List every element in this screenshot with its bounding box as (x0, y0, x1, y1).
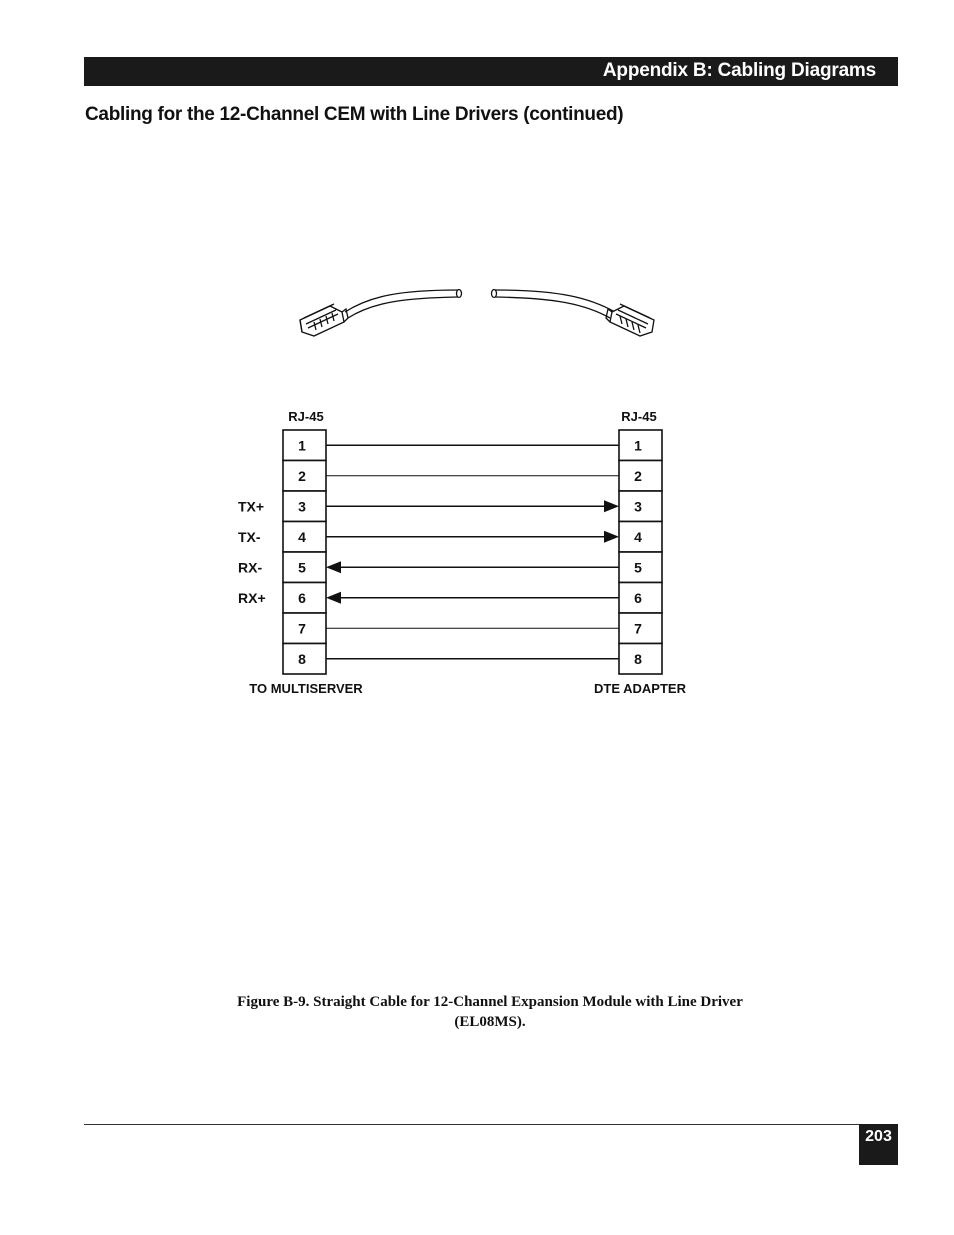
section-heading: Cabling for the 12-Channel CEM with Line Drivers (continued) (85, 104, 624, 125)
header-title: Appendix B: Cabling Diagrams (602, 60, 876, 81)
right-plug-icon (606, 304, 654, 336)
right-pin-column (619, 430, 662, 674)
caption-line-1: Figure B-9. Straight Cable for 12-Channel Expansion Module with Line Driver (237, 994, 743, 1010)
left-pin-number: 3 (298, 498, 306, 515)
left-plug-icon (300, 304, 348, 336)
right-pin-number: 1 (634, 437, 642, 454)
left-pin-column (283, 430, 326, 674)
wire-group (326, 445, 619, 659)
signal-labels (238, 498, 266, 606)
page-number-box (859, 1124, 898, 1165)
right-pin-number: 8 (634, 650, 642, 667)
right-pin-number: 2 (634, 467, 642, 484)
cable-illustration (300, 290, 654, 337)
left-connector-footer: TO MULTISERVER (249, 681, 363, 696)
left-pin-number: 8 (298, 650, 306, 667)
right-pin-number: 3 (634, 498, 642, 515)
left-pin-number: 4 (298, 528, 306, 545)
right-pin-number: 5 (634, 559, 642, 576)
arrow-right-icon (604, 500, 619, 512)
page-number: 203 (865, 1128, 892, 1145)
right-pin-number: 6 (634, 589, 642, 606)
arrow-left-icon (326, 561, 341, 573)
caption-line-2: (EL08MS). (454, 1014, 526, 1030)
footer-rule (84, 1124, 898, 1125)
right-connector-label: RJ-45 (621, 409, 657, 424)
arrow-left-icon (326, 592, 341, 604)
left-pin-number: 6 (298, 589, 306, 606)
left-pin-number: 7 (298, 620, 306, 637)
right-pin-number: 7 (634, 620, 642, 637)
signal-label: RX- (238, 559, 263, 576)
signal-label: TX- (238, 528, 261, 545)
signal-label: RX+ (238, 589, 266, 606)
left-pin-number: 2 (298, 467, 306, 484)
signal-label: TX+ (238, 498, 265, 515)
left-pin-number: 5 (298, 559, 306, 576)
right-pin-number: 4 (634, 528, 642, 545)
left-connector-label: RJ-45 (288, 409, 324, 424)
right-connector-footer: DTE ADAPTER (594, 681, 686, 696)
left-pin-number: 1 (298, 437, 306, 454)
figure-caption (150, 992, 830, 1032)
arrow-right-icon (604, 531, 619, 543)
